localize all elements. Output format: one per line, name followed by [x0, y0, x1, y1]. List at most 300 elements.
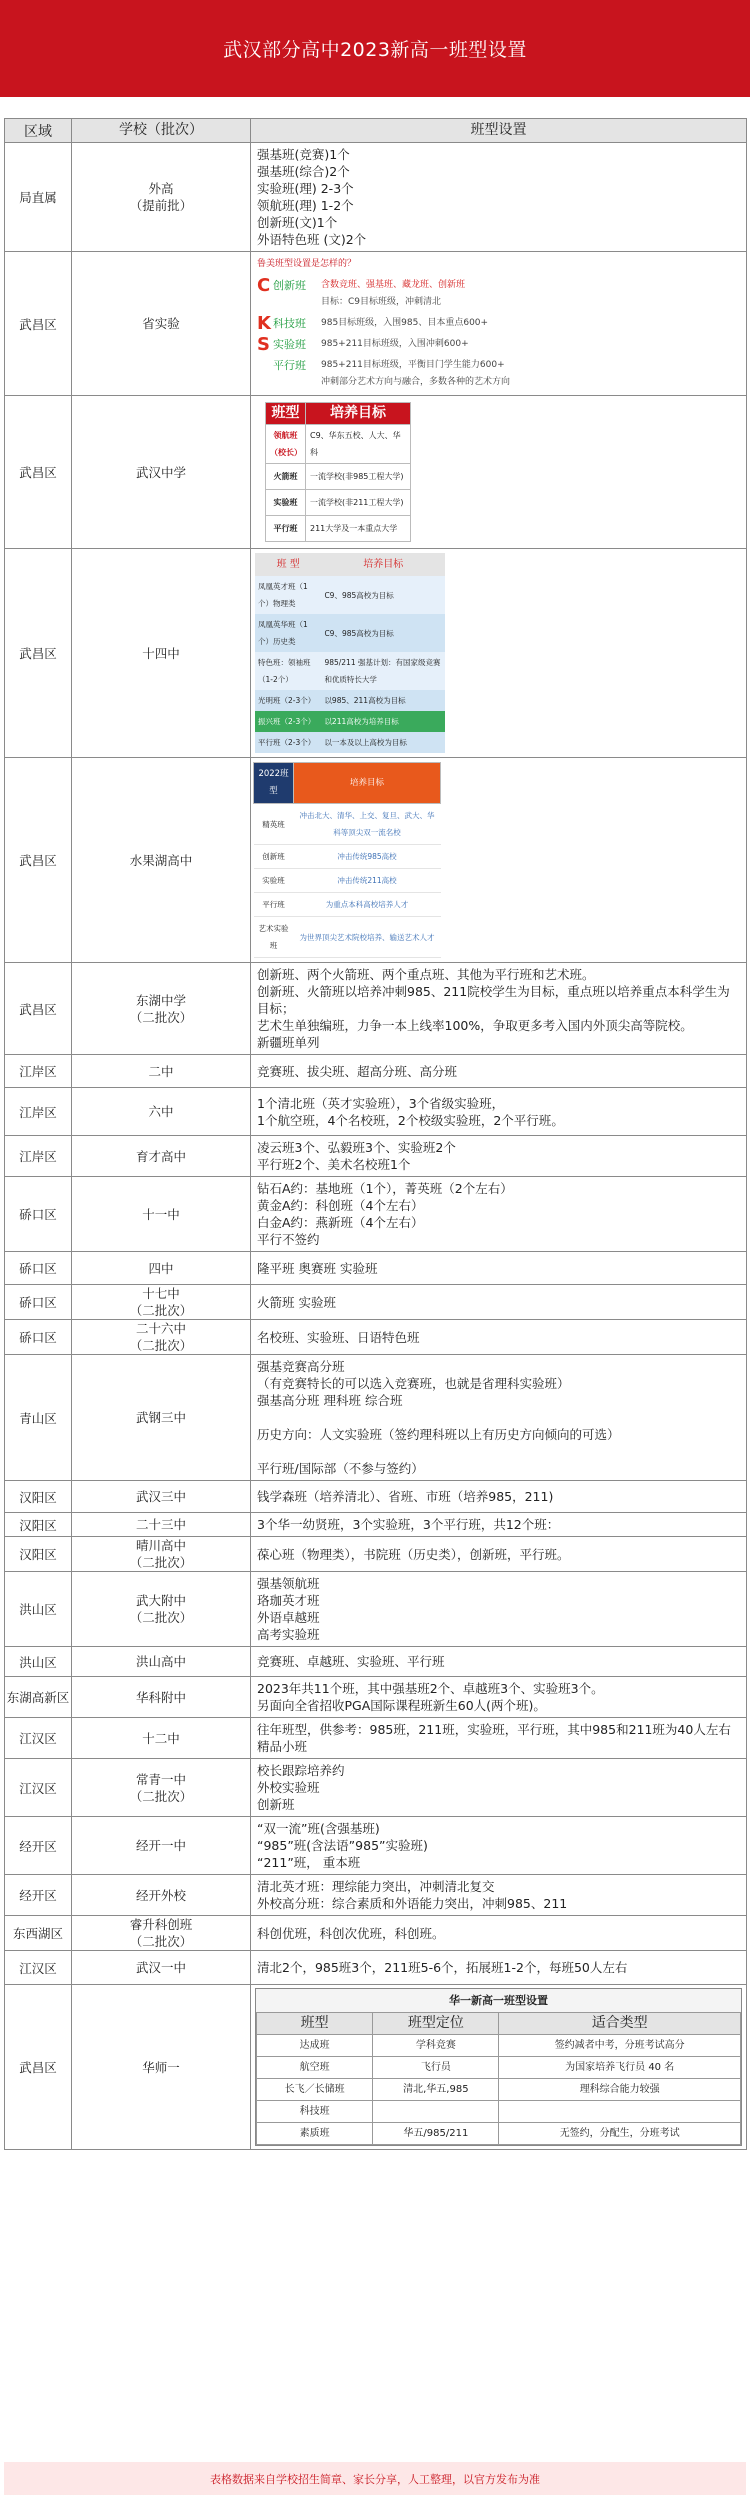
school-cell	[72, 1537, 251, 1572]
class-line: 3个华一幼贤班，3个实验班，3个平行班，共12个班：	[257, 1517, 560, 1532]
class-line: 强基领航班	[257, 1576, 320, 1591]
class-line: 往年班型，供参考：985班，211班，实验班，平行班，其中985和211班为40人左右精品小班	[257, 1722, 731, 1754]
school-name-line: （二批次）	[129, 1934, 193, 1949]
school-cell	[72, 1481, 251, 1513]
s14-class-name: 光明班（2-3个）	[255, 690, 321, 711]
class-line: 外校高分班：综合素质和外语能力突出，冲刺985、211	[257, 1896, 568, 1911]
school-name-line: 武大附中	[135, 1593, 186, 1608]
district-cell: 江岸区	[5, 1055, 72, 1088]
district-cell: 硚口区	[5, 1177, 72, 1252]
ck-desc-line: 985目标班级，入围985、目本重点600+	[321, 318, 489, 328]
school-name-line: 四中	[148, 1260, 174, 1276]
classes-cell	[251, 1875, 747, 1916]
school-cell	[72, 1320, 251, 1355]
s14-class-goal: 以211高校为培养目标	[321, 711, 445, 732]
school-cell	[72, 143, 251, 252]
sg-mini-table	[253, 762, 441, 958]
table-header-row	[5, 119, 747, 143]
classes-cell	[251, 1537, 747, 1572]
table-row	[5, 1985, 747, 2150]
hs-row	[257, 2123, 741, 2145]
class-line: 新疆班单列	[257, 1035, 320, 1050]
table-row	[5, 1320, 747, 1355]
class-setup-table	[4, 118, 747, 2150]
wh-row	[266, 516, 411, 542]
s14-row	[255, 711, 445, 732]
ck-desc-line: 985+211目标班级，入围冲刺600+	[321, 339, 469, 349]
table-row	[5, 1718, 747, 1759]
class-line: 平行班/国际部（不参与签约）	[257, 1461, 424, 1476]
school-name-line: 水果湖高中	[129, 852, 193, 868]
s14-head-cell: 班 型	[255, 553, 321, 576]
table-row	[5, 1285, 747, 1320]
wh-class-goal: C9、华东五校、人大、华科	[306, 425, 411, 464]
class-line: 2023年共11个班，其中强基班2个、卓越班3个、实验班3个。	[257, 1681, 604, 1696]
classes-cell	[251, 1355, 747, 1481]
sg-class-goal: 冲击传统211高校	[294, 869, 441, 893]
district-cell: 经开区	[5, 1875, 72, 1916]
sg-class-goal: 为重点本科高校培养人才	[294, 893, 441, 917]
table-row	[5, 1817, 747, 1875]
class-line: 领航班(理) 1-2个	[257, 198, 354, 213]
ck-class-desc	[321, 277, 465, 311]
district-cell: 汉阳区	[5, 1513, 72, 1537]
school-cell	[72, 1916, 251, 1951]
hs-cell: 为国家培养飞行员 40 名	[499, 2057, 741, 2079]
hs-head-cell: 班型	[257, 2013, 373, 2035]
sg-head-row	[254, 763, 441, 804]
class-line: 强基班(综合)2个	[257, 164, 350, 179]
school-name-line: 经开一中	[135, 1838, 186, 1853]
district-cell: 东西湖区	[5, 1916, 72, 1951]
school-cell	[72, 1718, 251, 1759]
wh-class-name: 平行班	[266, 516, 306, 542]
school-cell	[72, 963, 251, 1055]
school-name-line: 外高	[148, 181, 174, 196]
classes-cell	[251, 549, 747, 758]
school-name-line: （二批次）	[129, 1610, 193, 1625]
ck-letter: S	[257, 334, 270, 355]
district-cell: 汉阳区	[5, 1537, 72, 1572]
class-line: 珞珈英才班	[257, 1593, 320, 1608]
hs-class-image	[255, 1988, 742, 2146]
ck-desc-line: 冲刺部分艺术方向与融合，多数各种的艺术方向	[321, 377, 511, 387]
school-name-line: 十七中	[142, 1286, 180, 1301]
table-row	[5, 1252, 747, 1285]
classes-cell	[251, 1055, 747, 1088]
class-line: 历史方向：人文实验班（签约理科班以上有历史方向倾向的可选）	[257, 1427, 620, 1442]
hs-head-row	[257, 2013, 741, 2035]
hs-cell: 华五/985/211	[373, 2123, 499, 2145]
s14-class-goal: C9、985高校为目标	[321, 576, 445, 614]
classes-cell	[251, 1677, 747, 1718]
classes-cell	[251, 1572, 747, 1647]
class-line: 平行不签约	[257, 1232, 320, 1247]
hs-head-cell: 班型定位	[373, 2013, 499, 2035]
ck-class-name: 平行班	[273, 359, 306, 372]
class-line: 艺术生单独编班，力争一本上线率100%，争取更多考入国内外顶尖高等院校。	[257, 1018, 693, 1033]
school-name-line: 武汉三中	[135, 1489, 186, 1504]
ck-class-desc	[321, 336, 469, 353]
district-cell: 东湖高新区	[5, 1677, 72, 1718]
class-line: 创新班(文)1个	[257, 215, 338, 230]
school-name-line: 东湖中学	[135, 992, 186, 1008]
classes-cell	[251, 1759, 747, 1817]
ck-class-name: 实验班	[273, 338, 306, 351]
classes-cell	[251, 1177, 747, 1252]
sg-head-cell: 2022班型	[254, 763, 294, 804]
district-cell: 武昌区	[5, 1985, 72, 2150]
school-name-line: （二批次）	[129, 1009, 193, 1025]
school-cell	[72, 1136, 251, 1177]
school-name-line: （提前批）	[129, 198, 193, 213]
classes-cell	[251, 1320, 747, 1355]
class-line: 外校实验班	[257, 1780, 320, 1795]
school-name-line: 经开外校	[135, 1887, 186, 1903]
table-row	[5, 1177, 747, 1252]
wh-class-goal: 一流学校(非985工程大学)	[306, 464, 411, 490]
class-line: 平行班2个、美术名校班1个	[257, 1157, 411, 1172]
wh-row	[266, 464, 411, 490]
school-cell	[72, 1677, 251, 1718]
district-cell: 江汉区	[5, 1951, 72, 1985]
class-line: 强基竞赛高分班	[257, 1359, 345, 1374]
wh-class-name: 领航班（校长）	[266, 425, 306, 464]
class-line: 名校班、实验班、日语特色班	[257, 1329, 420, 1345]
school-cell	[72, 1647, 251, 1677]
hs-cell: 签约减者中考，分班考试高分	[499, 2035, 741, 2057]
s14-class-goal: 985/211 强基计划：有国家级竞赛和优质特长大学	[321, 652, 445, 690]
school-cell	[72, 1355, 251, 1481]
hs-cell: 学科竞赛	[373, 2035, 499, 2057]
hs-cell: 素质班	[257, 2123, 373, 2145]
s14-row	[255, 614, 445, 652]
school-name-line: 十二中	[142, 1730, 180, 1746]
sg-row	[254, 869, 441, 893]
class-line: 科创优班，科创次优班，科创班。	[257, 1925, 445, 1941]
class-line: “985”班(含法语”985”实验班)	[257, 1838, 428, 1853]
school-name-line: 育才高中	[135, 1148, 186, 1164]
school-name-line: 二十三中	[135, 1517, 186, 1532]
ck-class-desc	[321, 315, 488, 332]
table-row	[5, 1875, 747, 1916]
class-line: “211”班， 重本班	[257, 1855, 361, 1870]
district-cell: 武昌区	[5, 396, 72, 549]
school-name-line: 武汉一中	[135, 1960, 186, 1975]
s14-mini-table	[255, 553, 445, 753]
ck-class-desc	[321, 357, 510, 391]
school-name-line: 二十六中	[135, 1321, 186, 1336]
school-cell	[72, 1177, 251, 1252]
sg-class-goal: 冲击传统985高校	[294, 845, 441, 869]
district-cell: 武昌区	[5, 252, 72, 396]
wh-class-name: 火箭班	[266, 464, 306, 490]
class-line: 清北2个，985班3个，211班5-6个，拓展班1-2个，每班50人左右	[257, 1960, 628, 1975]
wh-head-row	[266, 403, 411, 425]
wh-class-goal: 一流学校(非211工程大学)	[306, 490, 411, 516]
ck-desc-line: 含数竞班、强基班、藏龙班、创新班	[321, 280, 466, 290]
district-cell: 武昌区	[5, 549, 72, 758]
table-row	[5, 1513, 747, 1537]
district-cell: 江汉区	[5, 1718, 72, 1759]
hs-cell	[499, 2101, 741, 2123]
table-row	[5, 252, 747, 396]
table-row	[5, 1916, 747, 1951]
class-line: 隆平班 奥赛班 实验班	[257, 1260, 378, 1276]
wh-class-image	[265, 402, 411, 542]
district-cell: 硚口区	[5, 1252, 72, 1285]
classes-cell	[251, 1513, 747, 1537]
table-row	[5, 396, 747, 549]
class-line: 1个航空班，4个名校班，2个校级实验班，2个平行班。	[257, 1112, 564, 1128]
sg-class-goal: 冲击北大、清华、上交、复旦、武大、华科等顶尖双一流名校	[294, 804, 441, 845]
hs-cell: 无签约，分配生，分班考试	[499, 2123, 741, 2145]
sg-class-image	[253, 762, 441, 958]
district-cell: 武昌区	[5, 963, 72, 1055]
hs-cell: 科技班	[257, 2101, 373, 2123]
wh-head-cell: 班型	[266, 403, 306, 425]
class-line: （有竞赛特长的可以选入竞赛班，也就是省理科实验班）	[257, 1376, 570, 1391]
hs-cell: 清北,华五,985	[373, 2079, 499, 2101]
table-row	[5, 1951, 747, 1985]
hs-cell	[373, 2101, 499, 2123]
district-cell: 洪山区	[5, 1572, 72, 1647]
ck-class-name: 创新班	[273, 279, 306, 292]
class-line: 实验班(理) 2-3个	[257, 181, 354, 196]
classes-cell	[251, 1088, 747, 1136]
school-name-line: （二批次）	[129, 1338, 193, 1353]
school-cell	[72, 1088, 251, 1136]
sg-head-cell: 培养目标	[294, 763, 441, 804]
ck-class-row	[257, 357, 740, 391]
school-cell	[72, 1759, 251, 1817]
class-line: 清北英才班：理综能力突出，冲刺清北复交	[257, 1879, 495, 1894]
classes-cell	[251, 1252, 747, 1285]
school-cell	[72, 1817, 251, 1875]
wh-head-cell: 培养目标	[306, 403, 411, 425]
s14-class-name: 振兴班（2-3个）	[255, 711, 321, 732]
s14-head-row	[255, 553, 445, 576]
s14-row	[255, 652, 445, 690]
header-district: 区域	[5, 119, 72, 143]
ck-class-row	[257, 315, 740, 332]
s14-class-goal: 以一本及以上高校为目标	[321, 732, 445, 753]
hs-head-cell: 适合类型	[499, 2013, 741, 2035]
s14-class-name: 特色班：领袖班（1-2个）	[255, 652, 321, 690]
table-row	[5, 1088, 747, 1136]
district-cell: 局直属	[5, 143, 72, 252]
school-cell	[72, 549, 251, 758]
ck-question: 鲁美班型设置是怎样的？	[257, 259, 357, 269]
class-line: 火箭班 实验班	[257, 1294, 336, 1310]
classes-cell	[251, 1718, 747, 1759]
classes-cell	[251, 1136, 747, 1177]
school-cell	[72, 1055, 251, 1088]
school-name-line: 省实验	[142, 316, 180, 331]
s14-class-name: 凤凰英华班（1个）历史类	[255, 614, 321, 652]
sg-class-goal: 为世界顶尖艺术院校培养、输送艺术人才	[294, 917, 441, 958]
class-line: 黄金A约：科创班（4个左右）	[257, 1198, 424, 1213]
table-row	[5, 143, 747, 252]
district-cell: 武昌区	[5, 758, 72, 963]
table-row	[5, 1677, 747, 1718]
school-name-line: （二批次）	[129, 1555, 193, 1570]
class-line: 强基班(竞赛)1个	[257, 147, 350, 162]
classes-cell	[251, 1817, 747, 1875]
sg-class-name: 艺术实验班	[254, 917, 294, 958]
class-line: 白金A约：燕新班（4个左右）	[257, 1215, 424, 1230]
class-line: 创新班	[257, 1797, 295, 1812]
district-cell: 汉阳区	[5, 1481, 72, 1513]
school-cell	[72, 1285, 251, 1320]
school-cell	[72, 1252, 251, 1285]
s14-row	[255, 732, 445, 753]
district-cell: 江汉区	[5, 1759, 72, 1817]
school-cell	[72, 396, 251, 549]
table-row	[5, 963, 747, 1055]
table-row	[5, 1355, 747, 1481]
class-line: 外语卓越班	[257, 1610, 320, 1625]
s14-head-cell: 培养目标	[321, 553, 445, 576]
class-line: 凌云班3个、弘毅班3个、实验班2个	[257, 1140, 456, 1155]
district-cell: 经开区	[5, 1817, 72, 1875]
ck-letter: K	[257, 313, 271, 334]
classes-cell	[251, 1985, 747, 2150]
class-line	[257, 1443, 740, 1460]
school-name-line: 十四中	[142, 645, 180, 661]
school-cell	[72, 1985, 251, 2150]
wh-class-goal: 211大学及一本重点大学	[306, 516, 411, 542]
school-name-line: 武汉中学	[135, 464, 186, 480]
wh-class-name: 实验班	[266, 490, 306, 516]
table-row	[5, 1537, 747, 1572]
classes-cell	[251, 963, 747, 1055]
table-row	[5, 549, 747, 758]
ck-desc-line: 目标：C9目标班级，冲刺清北	[321, 297, 442, 307]
class-line: 校长跟踪培养约	[257, 1763, 345, 1778]
s14-class-goal: 以985、211高校为目标	[321, 690, 445, 711]
class-line: 创新班、火箭班以培养冲刺985、211院校学生为目标，重点班以培养重点本科学生为目标；	[257, 984, 730, 1016]
table-row	[5, 758, 747, 963]
sg-row	[254, 917, 441, 958]
classes-cell	[251, 1481, 747, 1513]
sg-row	[254, 845, 441, 869]
district-cell: 硚口区	[5, 1320, 72, 1355]
class-line: 外语特色班 (文)2个	[257, 232, 367, 247]
school-name-line: 晴川高中	[135, 1538, 186, 1553]
hs-row	[257, 2057, 741, 2079]
table-row	[5, 1136, 747, 1177]
ck-class-image	[251, 252, 746, 395]
table-row	[5, 1055, 747, 1088]
wh-row	[266, 425, 411, 464]
sg-row	[254, 893, 441, 917]
school-name-line: 常青一中	[135, 1771, 186, 1787]
table-row	[5, 1572, 747, 1647]
school-name-line: 十一中	[142, 1206, 180, 1222]
ck-class-name: 科技班	[273, 317, 306, 330]
class-line: 竞赛班、拔尖班、超高分班、高分班	[257, 1063, 458, 1079]
header-school: 学校（批次）	[72, 119, 251, 143]
ck-letter: C	[257, 275, 271, 296]
page-title: 武汉部分高中2023新高一班型设置	[0, 0, 750, 97]
disclaimer-footer: 表格数据来自学校招生简章、家长分享，人工整理，以官方发布为准	[4, 2462, 746, 2495]
classes-cell	[251, 143, 747, 252]
sg-class-name: 平行班	[254, 893, 294, 917]
school-cell	[72, 1572, 251, 1647]
classes-cell	[251, 1916, 747, 1951]
ck-desc-line: 985+211目标班级，平衡目门学生能力600+	[321, 360, 505, 370]
hs-cell: 飞行员	[373, 2057, 499, 2079]
class-line	[257, 1409, 740, 1426]
class-line: “双一流”班(含强基班)	[257, 1821, 380, 1836]
ck-class-row	[257, 336, 740, 353]
class-line: 高考实验班	[257, 1627, 320, 1642]
sg-row	[254, 804, 441, 845]
hs-cell: 航空班	[257, 2057, 373, 2079]
classes-cell	[251, 252, 747, 396]
sg-class-name: 实验班	[254, 869, 294, 893]
s14-class-image	[255, 553, 445, 753]
school-cell	[72, 1875, 251, 1916]
hs-row	[257, 2035, 741, 2057]
district-cell: 江岸区	[5, 1088, 72, 1136]
school-cell	[72, 758, 251, 963]
wh-row	[266, 490, 411, 516]
table-row	[5, 1759, 747, 1817]
header-classes: 班型设置	[251, 119, 747, 143]
class-line: 创新班、两个火箭班、两个重点班、其他为平行班和艺术班。	[257, 967, 595, 982]
district-cell: 硚口区	[5, 1285, 72, 1320]
hs-cell: 理科综合能力较强	[499, 2079, 741, 2101]
hs-row	[257, 2101, 741, 2123]
s14-class-goal: C9、985高校为目标	[321, 614, 445, 652]
school-name-line: （二批次）	[129, 1303, 193, 1318]
s14-class-name: 凤凰英才班（1个）物理类	[255, 576, 321, 614]
school-cell	[72, 1513, 251, 1537]
classes-cell	[251, 758, 747, 963]
class-line: 另面向全省招收PGA国际课程班新生60人(两个班)。	[257, 1698, 546, 1713]
sg-class-name: 创新班	[254, 845, 294, 869]
school-name-line: 华科附中	[135, 1689, 186, 1705]
school-name-line: 六中	[148, 1104, 174, 1119]
district-cell: 洪山区	[5, 1647, 72, 1677]
ck-class-row	[257, 277, 740, 311]
table-row	[5, 1481, 747, 1513]
school-name-line: 洪山高中	[135, 1654, 186, 1669]
hs-image-title: 华一新高一班型设置	[256, 1989, 741, 2012]
class-line: 钱学森班（培养清北）、省班、市班（培养985，211)	[257, 1489, 554, 1504]
s14-row	[255, 690, 445, 711]
district-cell: 青山区	[5, 1355, 72, 1481]
s14-class-name: 平行班（2-3个）	[255, 732, 321, 753]
class-line: 1个清北班（英才实验班），3个省级实验班，	[257, 1095, 505, 1111]
district-cell: 江岸区	[5, 1136, 72, 1177]
school-name-line: 睿升科创班	[129, 1917, 193, 1932]
school-name-line: 二中	[148, 1063, 174, 1079]
class-line: 葆心班（物理类），书院班（历史类），创新班，平行班。	[257, 1546, 570, 1562]
s14-row	[255, 576, 445, 614]
hs-mini-table	[256, 2012, 741, 2145]
classes-cell	[251, 1647, 747, 1677]
class-line: 强基高分班 理科班 综合班	[257, 1393, 403, 1408]
class-line: 竞赛班、卓越班、实验班、平行班	[257, 1654, 445, 1669]
hs-row	[257, 2079, 741, 2101]
classes-cell	[251, 1285, 747, 1320]
school-name-line: 武钢三中	[135, 1410, 186, 1425]
wh-mini-table	[265, 402, 411, 542]
classes-cell	[251, 1951, 747, 1985]
